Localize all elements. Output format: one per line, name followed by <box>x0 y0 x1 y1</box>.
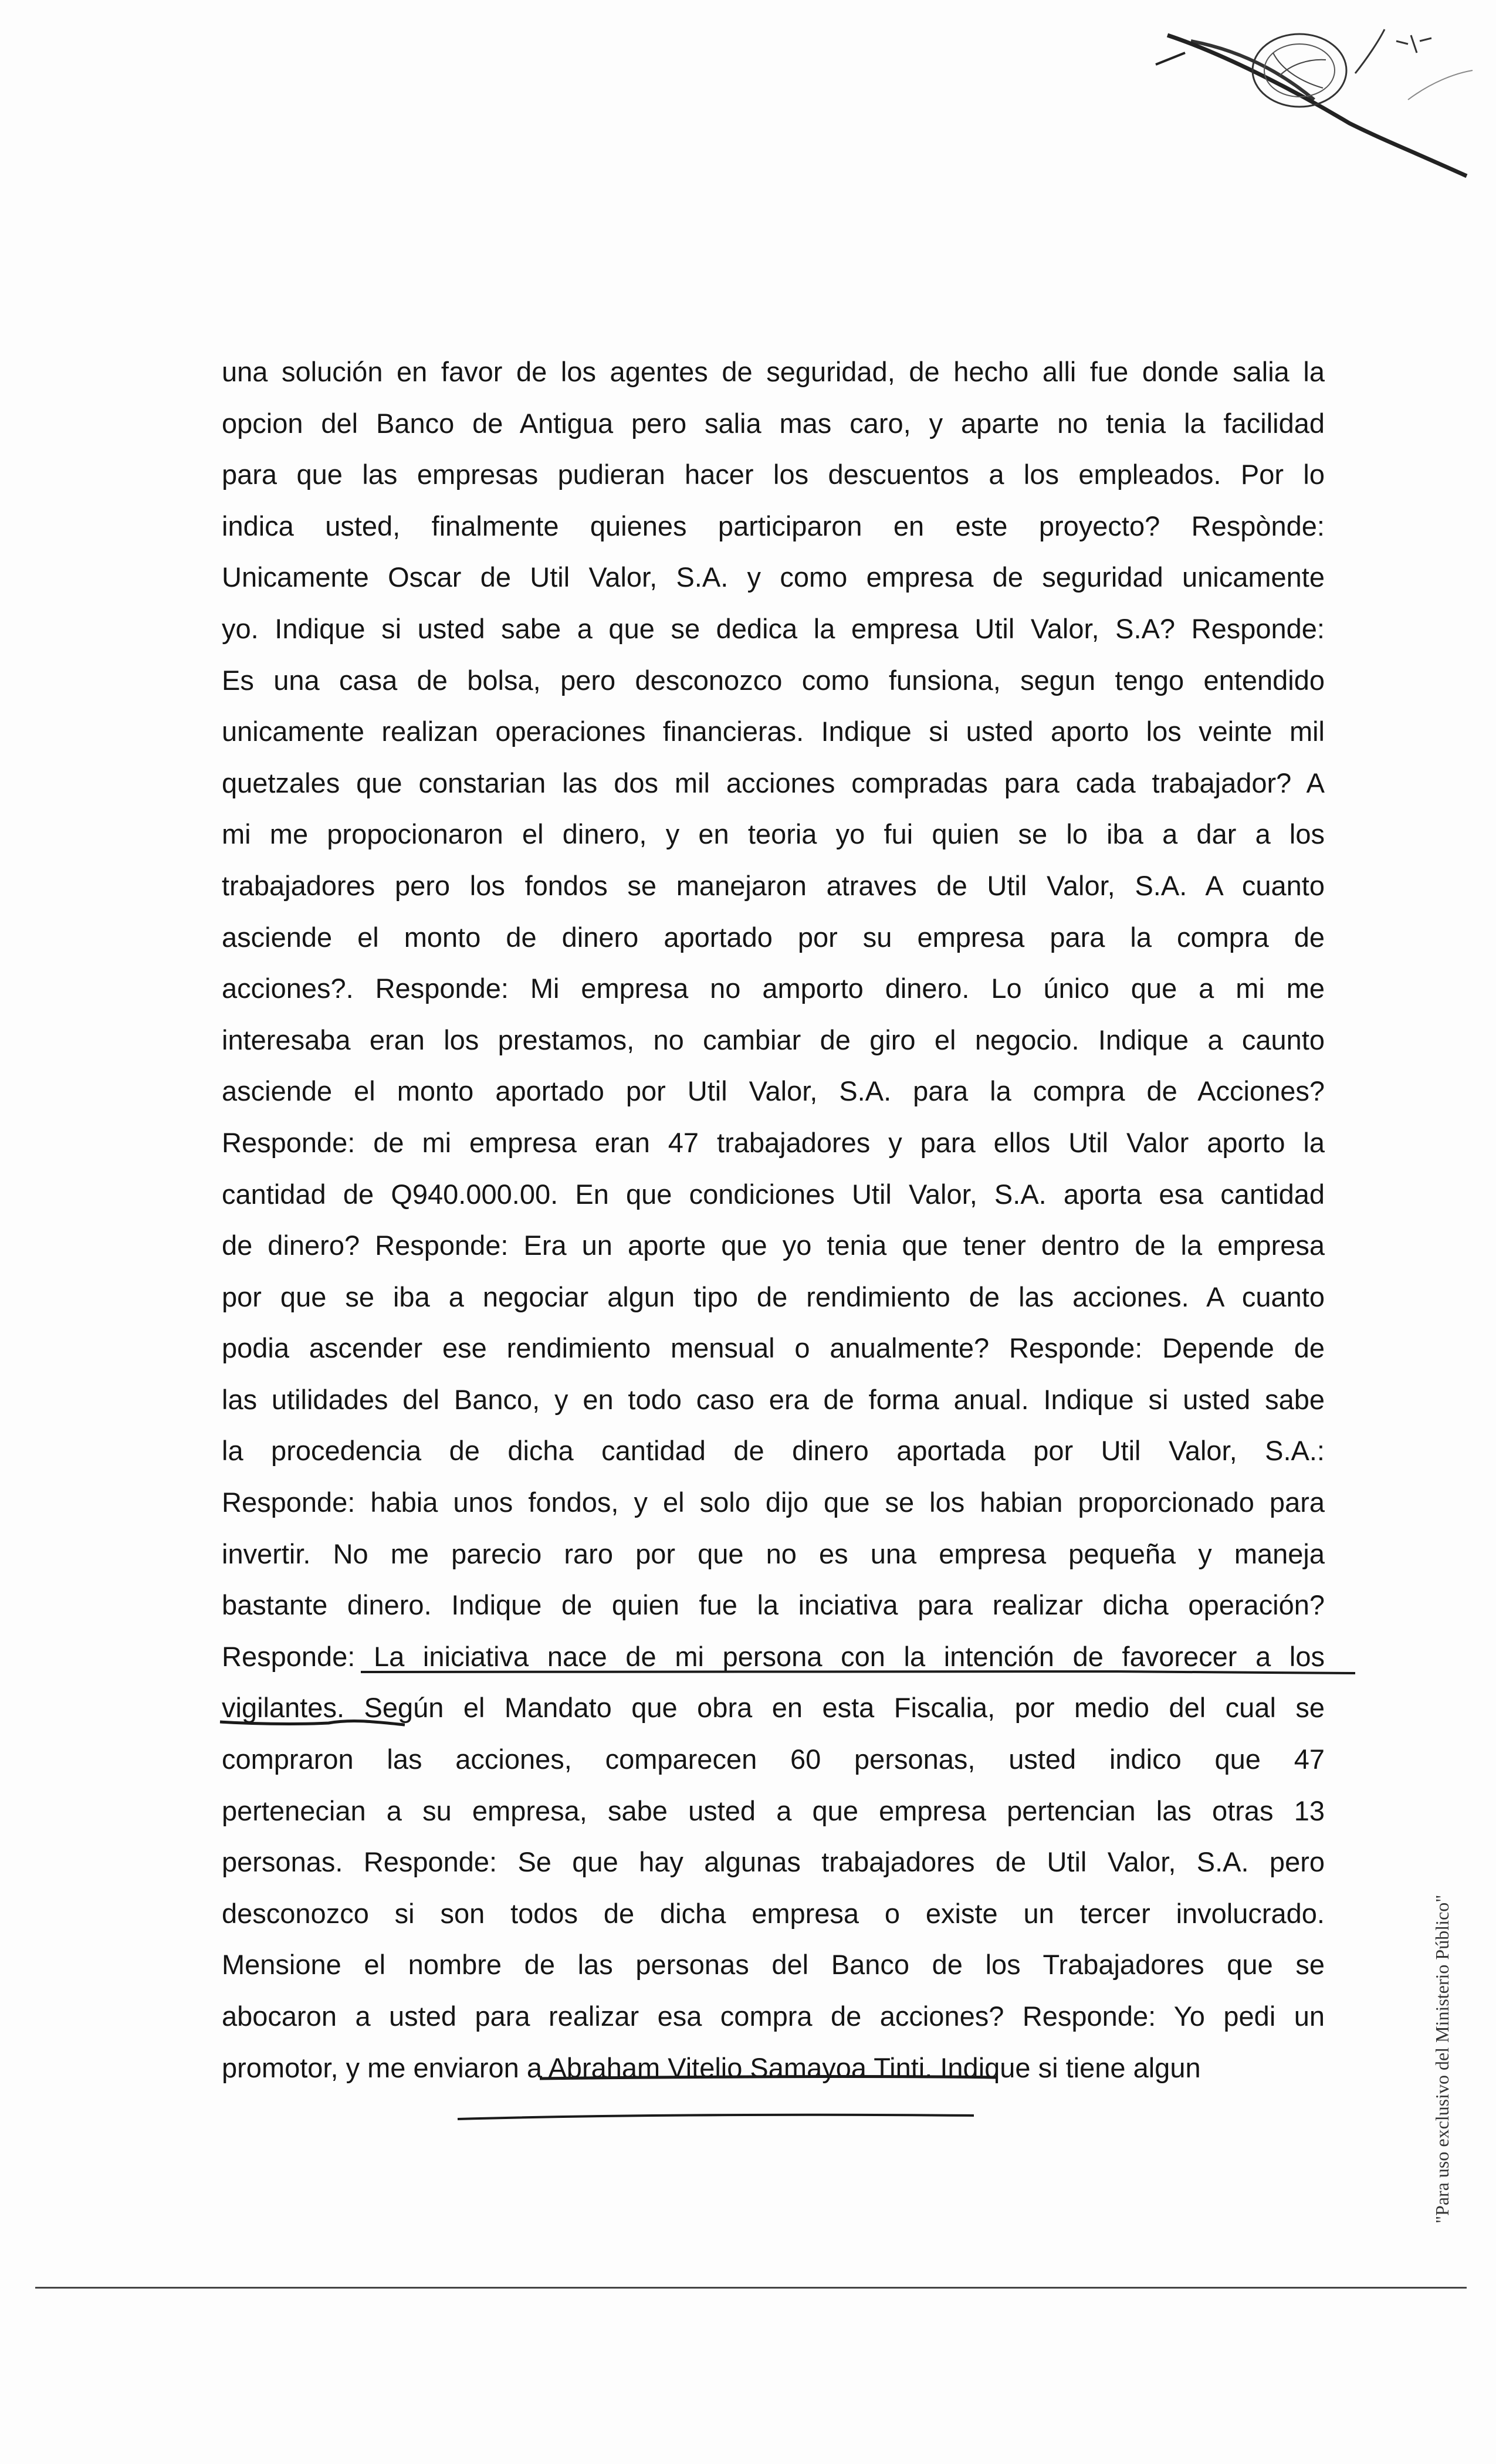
text-line: bastante dinero. Indique de quien fue la inciativa para realizar dicha operación? <box>222 1589 1325 1621</box>
text-line: Es una casa de bolsa, pero desconozco como funsiona, segun tengo entendido <box>222 664 1325 696</box>
text-line: invertir. No me parecio raro por que no es una empresa pequeña y maneja <box>222 1538 1325 1569</box>
text-line: Responde: La iniciativa nace de mi persona con la intención de favorecer a los <box>222 1640 1325 1672</box>
text-line: una solución en favor de los agentes de seguridad, de hecho alli fue donde salia la <box>222 356 1325 387</box>
text-line: pertenecian a su empresa, sabe usted a que empresa pertencian las otras 13 <box>222 1795 1325 1826</box>
text-line: asciende el monto de dinero aportado por su empresa para la compra de <box>222 921 1325 953</box>
text-line: mi me propocionaron el dinero, y en teoria yo fui quien se lo iba a dar a los <box>222 818 1325 850</box>
text-line: quetzales que constarian las dos mil acciones compradas para cada trabajador? A <box>222 767 1325 798</box>
text-line: cantidad de Q940.000.00. En que condiciones Util Valor, S.A. aporta esa cantidad <box>222 1178 1325 1210</box>
text-line: opcion del Banco de Antigua pero salia mas caro, y aparte no tenia la facilidad <box>222 407 1325 439</box>
text-line: abocaron a usted para realizar esa compra de acciones? Responde: Yo pedi un <box>222 2001 1325 2032</box>
text-line: para que las empresas pudieran hacer los descuentos a los empleados. Por lo <box>222 459 1325 490</box>
text-line: la procedencia de dicha cantidad de dinero aportada por Util Valor, S.A.: <box>222 1435 1325 1467</box>
text-line: personas. Responde: Se que hay algunas trabajadores de Util Valor, S.A. pero <box>222 1846 1325 1878</box>
text-line: de dinero? Responde: Era un aporte que yo tenia que tener dentro de la empresa <box>222 1230 1325 1261</box>
text-line: indica usted, finalmente quienes participaron en este proyecto? Respònde: <box>222 510 1325 541</box>
text-line: interesaba eran los prestamos, no cambiar de giro el negocio. Indique a caunto <box>222 1024 1325 1055</box>
text-line: desconozco si son todos de dicha empresa o existe un tercer involucrado. <box>222 1897 1325 1929</box>
text-line: Responde: de mi empresa eran 47 trabajadores y para ellos Util Valor aporto la <box>222 1126 1325 1158</box>
text-line: podia ascender ese rendimiento mensual o anualmente? Responde: Depende de <box>222 1332 1325 1364</box>
page-divider <box>35 2287 1467 2289</box>
side-note: "Para uso exclusivo del Ministerio Público" <box>1431 1894 1453 2223</box>
text-line: Unicamente Oscar de Util Valor, S.A. y como empresa de seguridad unicamente <box>222 561 1325 593</box>
text-line: Mensione el nombre de las personas del Banco de los Trabajadores que se <box>222 1949 1325 1981</box>
text-line: trabajadores pero los fondos se manejaron atraves de Util Valor, S.A. A cuanto <box>222 869 1325 901</box>
text-line: compraron las acciones, comparecen 60 personas, usted indico que 47 <box>222 1744 1325 1775</box>
body-text <box>222 346 1325 2093</box>
text-line: unicamente realizan operaciones financieras. Indique si usted aporto los veinte mil <box>222 716 1325 747</box>
text-line: Responde: habia unos fondos, y el solo dijo que se los habian proporcionado para <box>222 1487 1325 1518</box>
text-line: acciones?. Responde: Mi empresa no amporto dinero. Lo único que a mi me <box>222 973 1325 1004</box>
seal-stamp-icon <box>1103 18 1478 194</box>
pen-underline-mark <box>458 2115 974 2119</box>
text-line: asciende el monto aportado por Util Valor, S.A. para la compra de Acciones? <box>222 1075 1325 1107</box>
text-line: promotor, y me enviaron a Abraham Vitelio Samayoa Tinti. Indique si tiene algun <box>222 2052 1201 2083</box>
text-line: por que se iba a negociar algun tipo de rendimiento de las acciones. A cuanto <box>222 1281 1325 1312</box>
text-line: las utilidades del Banco, y en todo caso era de forma anual. Indique si usted sabe <box>222 1383 1325 1415</box>
text-line: vigilantes. Según el Mandato que obra en esta Fiscalia, por medio del cual se <box>222 1692 1325 1724</box>
text-line: yo. Indique si usted sabe a que se dedica la empresa Util Valor, S.A? Responde: <box>222 612 1325 644</box>
